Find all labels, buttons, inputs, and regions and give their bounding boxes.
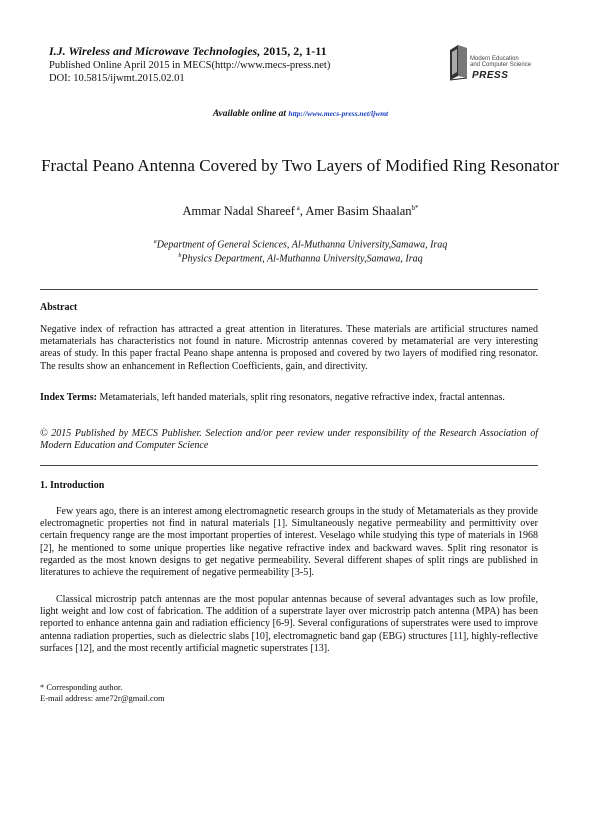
- affiliation-b-sup: b: [178, 253, 182, 259]
- journal-title: I.J. Wireless and Microwave Technologies,: [49, 44, 261, 58]
- author-2-sup: b*: [411, 204, 419, 212]
- author-1-sup: a: [294, 204, 300, 212]
- introduction-heading: 1. Introduction: [40, 480, 105, 491]
- affiliation-b: [0, 253, 601, 264]
- author-list: [0, 204, 601, 219]
- journal-issue: 2015, 2, 1-11: [260, 44, 327, 58]
- intro-paragraph-1: Few years ago, there is an interest among electromagnetic research groups in the study of Metamaterials as they provide electromagnetic properties not find in natural materials [1]. Simultaneously negative permeability and permittivity over certain frequency range are the most important properties of interest. Veselago while studying this type of materials in 1968 [2], he mentioned to some unique properties like negative refractive index and backward waves. Split ring resonator is regarded as the most known designs to get negative permeability. Several different shapes of split rings are published in literatures to achieve the requirement of negative permeability [3-5].: [40, 506, 538, 579]
- index-terms-label: Index Terms:: [40, 392, 97, 403]
- intro-paragraph-2: Classical microstrip patch antennas are the most popular antennas because of several advantages such as low profile, light weight and low cost of fabrication. The addition of a superstrate layer over microstrip patch antenna (MPA) has been reported to enhance antenna gain and radiation efficiency [6-9]. Several configurations of superstrates were used to improve antenna radiation properties, such as dielectric slabs [10], electromagnetic band gap (EBG) structures [11], highly-reflective surfaces [12], and the most recently artificial magnetic superstrates [13].: [40, 594, 538, 654]
- available-online: [0, 109, 601, 119]
- logo-press: PRESS: [472, 70, 509, 81]
- affiliation-a-sup: a: [153, 239, 157, 245]
- journal-header: [49, 45, 327, 58]
- author-1: Ammar Nadal Shareef: [182, 204, 295, 219]
- doi-line: DOI: 10.5815/ijwmt.2015.02.01: [49, 73, 185, 84]
- affiliation-a: [0, 239, 601, 250]
- author-2: Amer Basim Shaalan: [305, 204, 412, 219]
- affiliation-a-text: Department of General Sciences, Al-Muthanna University,Samawa, Iraq: [156, 239, 448, 251]
- divider-top: [40, 289, 538, 290]
- logo-line2: and Computer Science: [470, 62, 532, 68]
- index-terms-text: Metamaterials, left handed materials, split ring resonators, negative refractive index, fractal antennas.: [96, 392, 505, 403]
- book-icon: [448, 42, 470, 82]
- index-terms: [40, 392, 538, 404]
- copyright-note: © 2015 Published by MECS Publisher. Selection and/or peer review under responsibility of the Research Association of Modern Education and Computer Science: [40, 428, 538, 452]
- paper-title: Fractal Peano Antenna Covered by Two Layers of Modified Ring Resonator: [41, 156, 559, 175]
- divider-bottom: [40, 465, 538, 466]
- affiliation-b-text: Physics Department, Al-Muthanna University,Samawa, Iraq: [181, 253, 423, 265]
- publisher-logo: [448, 42, 558, 90]
- abstract-text: Negative index of refraction has attracted a great attention in literatures. These materials are artificial structures named metamaterials has characteristics not found in nature. Microstrip antennas covered by metamaterial are very interesting areas of study. In this paper fractal Peano shape antenna is proposed and covered by two layers of modified ring resonator. The results show an enhancement in Reflection Coefficients, gain, and directivity.: [40, 324, 538, 372]
- logo-line1: Modern Education: [470, 56, 519, 62]
- available-label: Available online at: [212, 109, 289, 119]
- author-separator: ,: [299, 204, 306, 219]
- journal-url-link[interactable]: http://www.mecs-press.net/ijwmt: [288, 109, 389, 118]
- corresponding-author-note: * Corresponding author.: [40, 682, 123, 692]
- abstract-heading: Abstract: [40, 302, 78, 313]
- published-line: Published Online April 2015 in MECS(http://www.mecs-press.net): [49, 60, 331, 71]
- email-address: E-mail address: ame72r@gmail.com: [40, 693, 165, 703]
